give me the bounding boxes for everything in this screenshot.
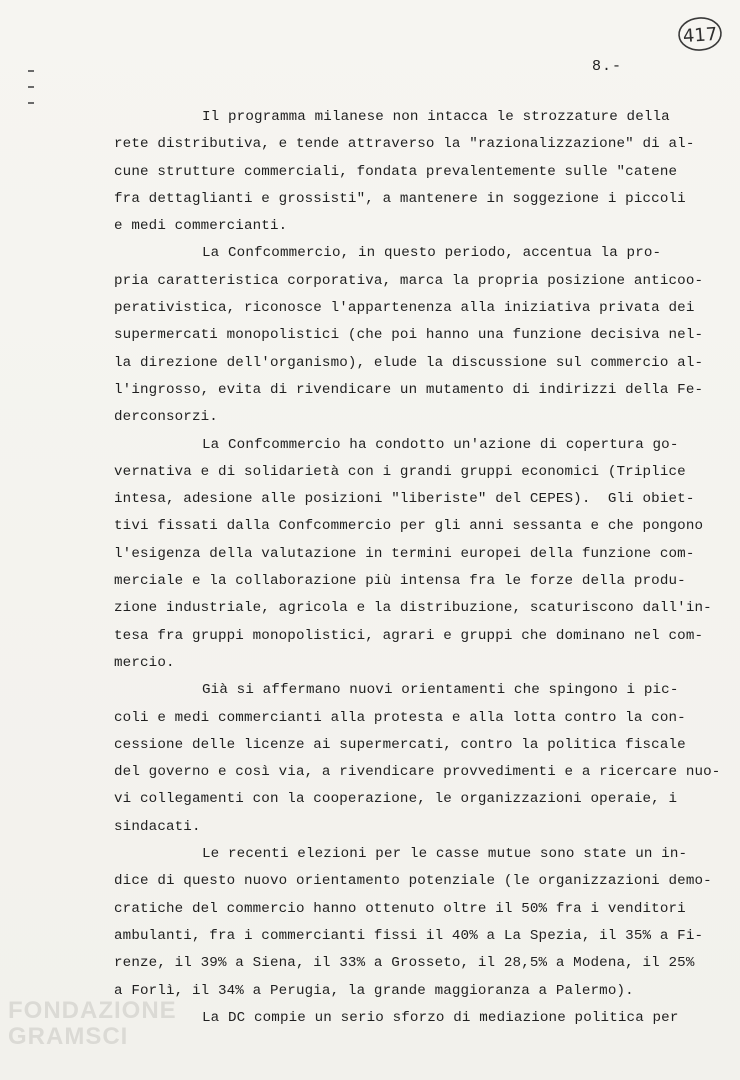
text-line: intesa, adesione alle posizioni "liberiste" del CEPES). Gli obiet-: [114, 491, 695, 508]
margin-mark: [28, 86, 34, 88]
archive-number: 417: [682, 23, 718, 48]
text-line: perativistica, riconosce l'appartenenza alla iniziativa privata dei: [114, 300, 695, 317]
text-line: rete distributiva, e tende attraverso la "razionalizzazione" di al-: [114, 136, 695, 153]
handwritten-circle-icon: [675, 12, 726, 55]
text-line: renze, il 39% a Siena, il 33% a Grosseto, il 28,5% a Modena, il 25%: [114, 955, 695, 972]
text-line: l'esigenza della valutazione in termini europei della funzione com-: [114, 545, 695, 562]
text-line: vernativa e di solidarietà con i grandi gruppi economici (Triplice: [114, 463, 686, 480]
text-line: cratiche del commercio hanno ottenuto oltre il 50% fra i venditori: [114, 900, 686, 917]
text-line: cessione delle licenze ai supermercati, contro la politica fiscale: [114, 736, 686, 753]
text-line: l'ingrosso, evita di rivendicare un mutamento di indirizzi della Fe-: [114, 381, 704, 398]
text-line: mercio.: [114, 654, 175, 671]
watermark-logo: [8, 998, 177, 1050]
text-line: La DC compie un serio sforzo di mediazione politica per: [202, 1009, 679, 1026]
text-line: La Confcommercio ha condotto un'azione di copertura go-: [202, 436, 679, 453]
text-line: tesa fra gruppi monopolistici, agrari e gruppi che dominano nel com-: [114, 627, 704, 644]
page-number: 8.-: [592, 58, 623, 75]
text-line: fra dettaglianti e grossisti", a mantenere in soggezione i piccoli: [114, 190, 686, 207]
text-line: tivi fissati dalla Confcommercio per gli anni sessanta e che pongono: [114, 518, 704, 535]
text-line: coli e medi commercianti alla protesta e alla lotta contro la con-: [114, 709, 686, 726]
text-line: Già si affermano nuovi orientamenti che spingono i pic-: [202, 682, 679, 699]
text-line: sindacati.: [114, 818, 201, 835]
text-line: derconsorzi.: [114, 409, 218, 426]
text-line: vi collegamenti con la cooperazione, le organizzazioni operaie, i: [114, 791, 678, 808]
archive-number-stamp: [675, 12, 726, 55]
watermark-line: FONDAZIONE: [8, 997, 177, 1024]
text-line: e medi commercianti.: [114, 218, 288, 235]
text-line: cune strutture commerciali, fondata prevalentemente sulle "catene: [114, 163, 678, 180]
text-line: merciale e la collaborazione più intensa fra le forze della produ-: [114, 573, 686, 590]
margin-mark: [28, 70, 34, 72]
text-line: ambulanti, fra i commercianti fissi il 40% a La Spezia, il 35% a Fi-: [114, 927, 704, 944]
watermark-line: GRAMSCI: [8, 1023, 129, 1050]
text-line: dice di questo nuovo orientamento potenziale (le organizzazioni demo-: [114, 873, 712, 890]
document-body: [114, 104, 721, 1032]
text-line: La Confcommercio, in questo periodo, accentua la pro-: [202, 245, 662, 262]
text-line: la direzione dell'organismo), elude la discussione sul commercio al-: [114, 354, 704, 371]
margin-mark: [28, 102, 34, 104]
text-line: zione industriale, agricola e la distribuzione, scaturiscono dall'in-: [114, 600, 712, 617]
text-line: pria caratteristica corporativa, marca la propria posizione anticoo-: [114, 272, 704, 289]
text-line: Il programma milanese non intacca le strozzature della: [202, 109, 670, 125]
text-line: supermercati monopolistici (che poi hanno una funzione decisiva nel-: [114, 327, 704, 344]
text-line: a Forlì, il 34% a Perugia, la grande maggioranza a Palermo).: [114, 982, 634, 999]
text-line: del governo e così via, a rivendicare provvedimenti e a ricercare nuo-: [114, 764, 721, 781]
text-line: Le recenti elezioni per le casse mutue sono state un in-: [202, 846, 688, 863]
